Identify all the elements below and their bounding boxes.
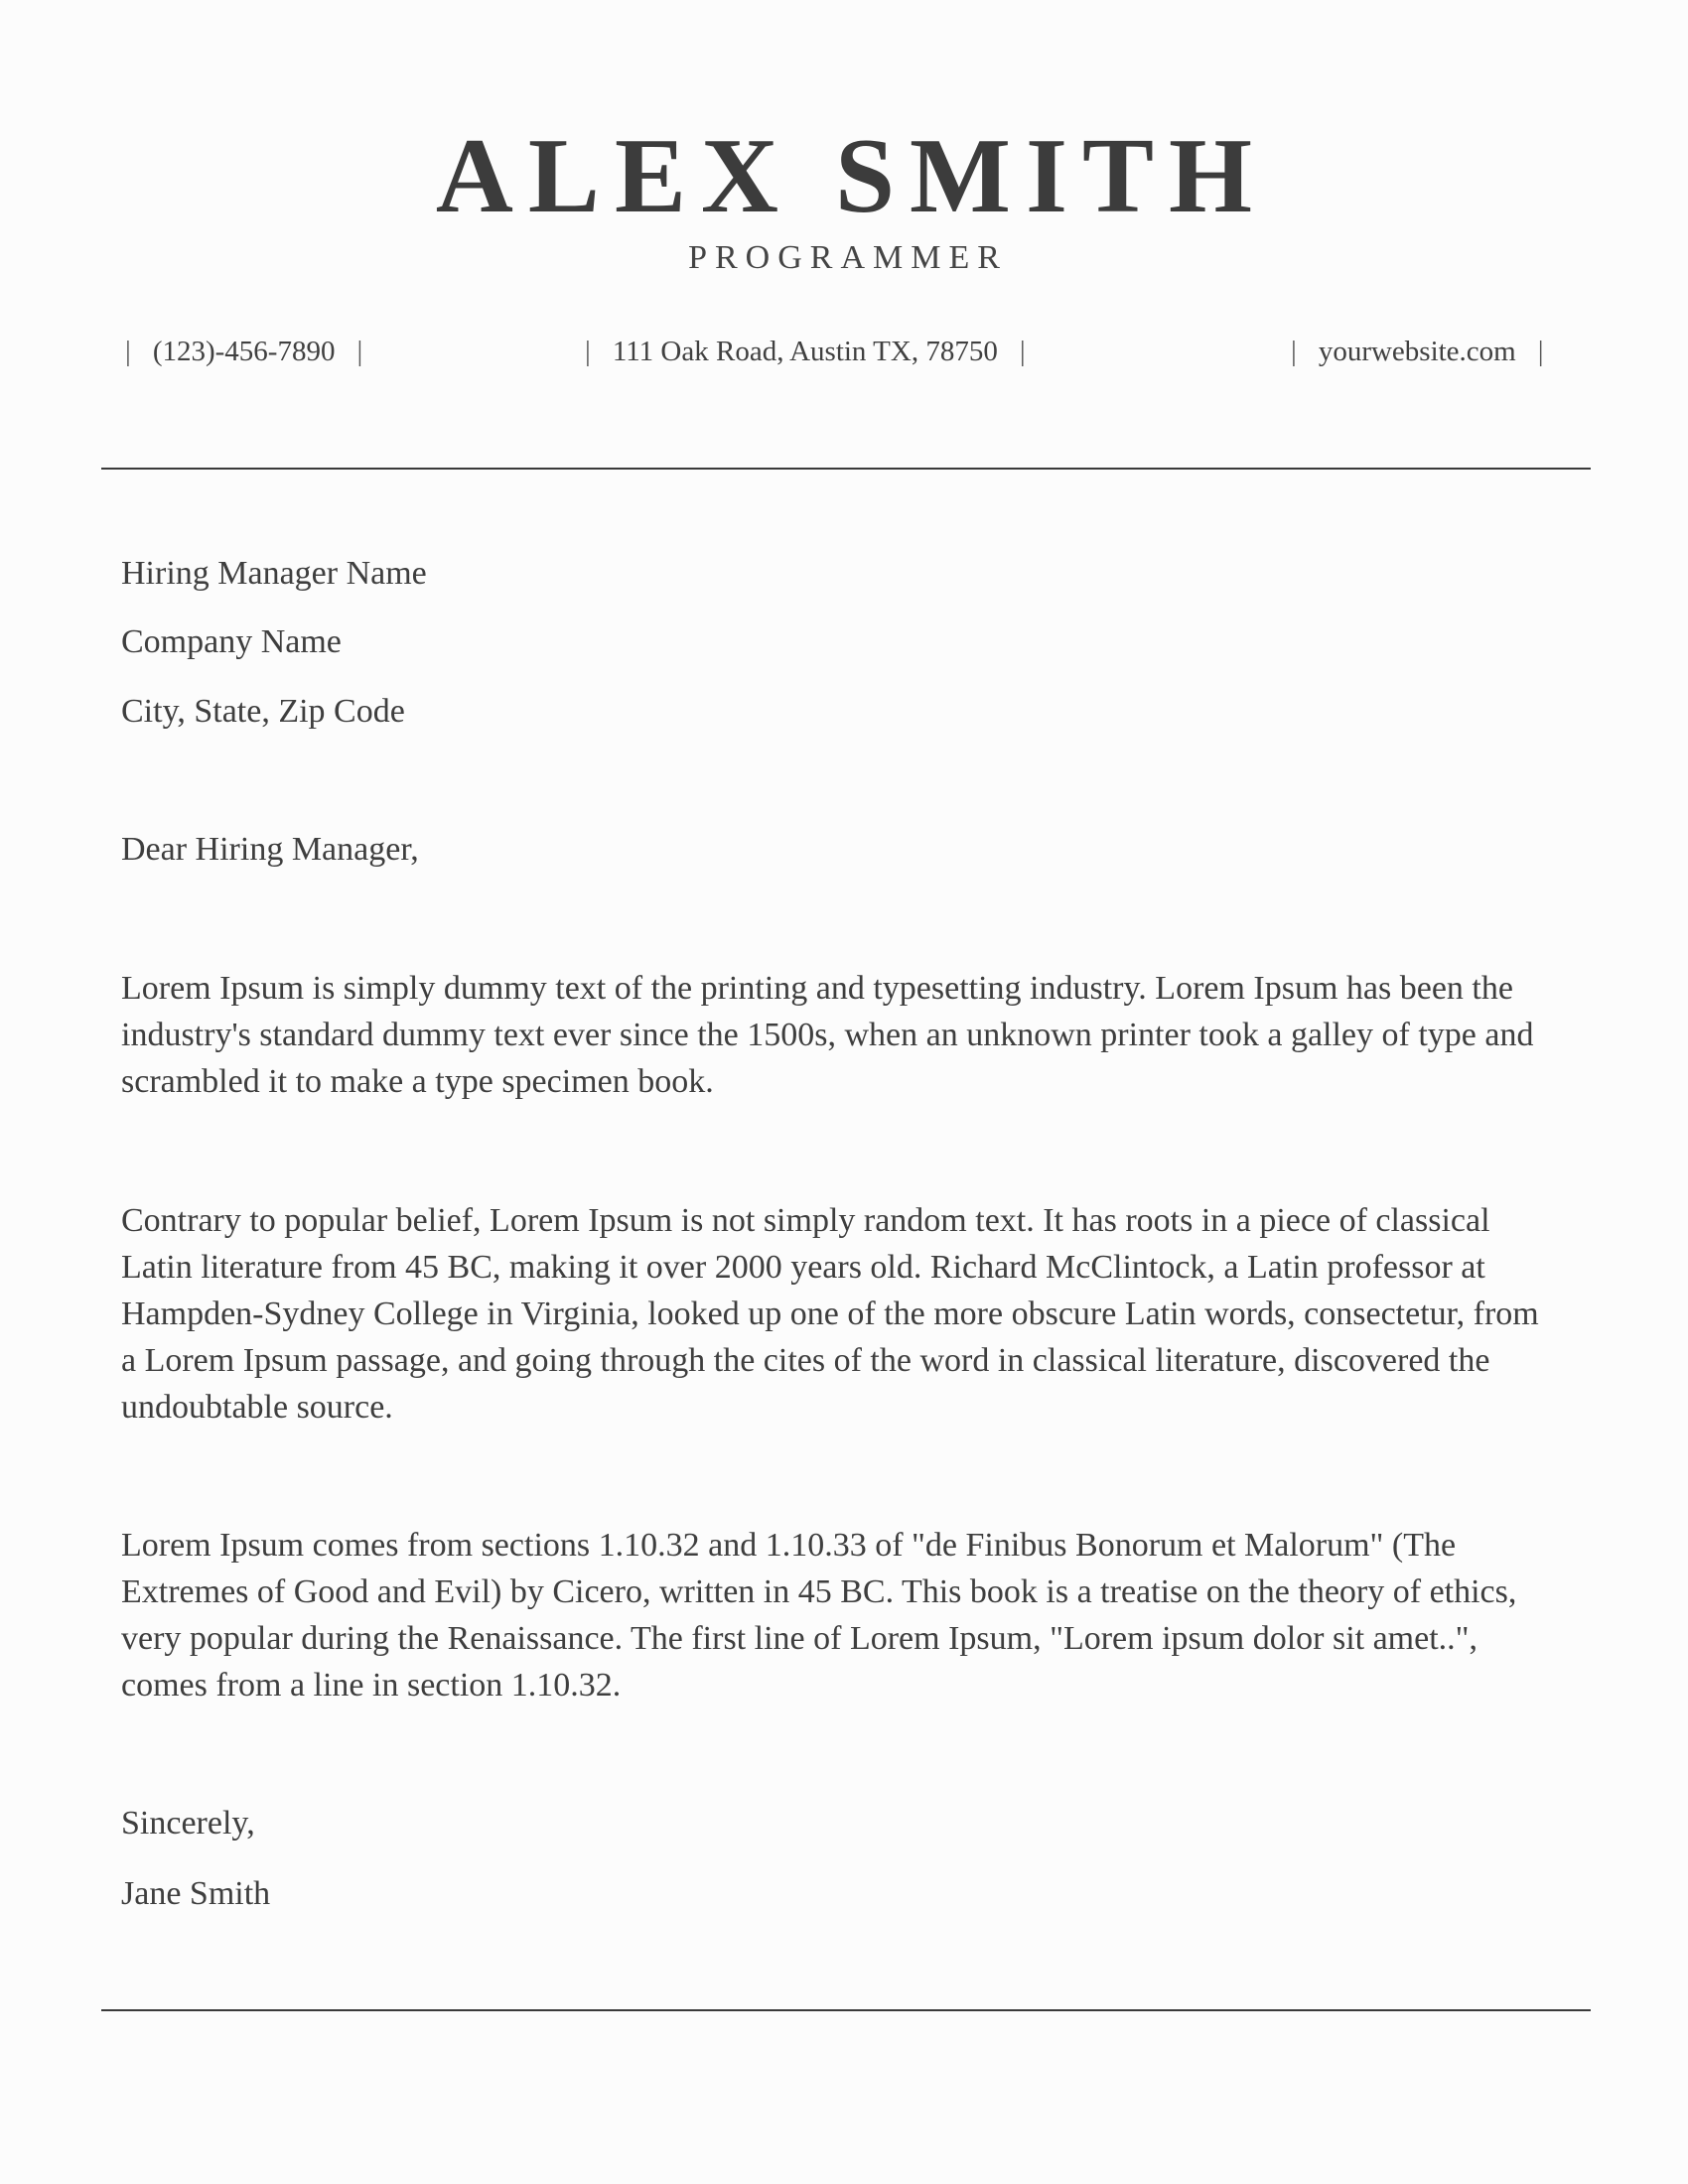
closing-valediction: Sincerely, [121, 1805, 255, 1842]
website-text: yourwebsite.com [1318, 336, 1516, 367]
contact-address [585, 334, 1026, 369]
body-paragraph-1: Lorem Ipsum is simply dummy text of the printing and typesetting industry. Lorem Ipsum has been the industry's standard dummy text ever since the 1500s, when an unknown printer took a galley of type and scrambled it to make a type specimen book. [121, 970, 1534, 1100]
recipient-location: City, State, Zip Code [121, 693, 405, 730]
body-paragraph-3: Lorem Ipsum comes from sections 1.10.32 and 1.10.33 of "de Finibus Bonorum et Malorum" (The Extremes of Good and Evil) by Cicero, written in 45 BC. This book is a treatise on the theory of ethics, very popular during the Renaissance. The first line of Lorem Ipsum, "Lorem ipsum dolor sit amet..", comes from a line in section 1.10.32. [121, 1527, 1517, 1704]
signature-name: Jane Smith [121, 1875, 271, 1912]
applicant-name: ALEX SMITH [435, 117, 1268, 235]
separator: | [1291, 336, 1297, 367]
separator: | [125, 336, 131, 367]
separator: | [585, 336, 591, 367]
body-paragraph-2: Contrary to popular belief, Lorem Ipsum is not simply random text. It has roots in a piece of classical Latin literature from 45 BC, making it over 2000 years old. Richard McClintock, a Latin professor at Hampden-Sydney College in Virginia, looked up one of the more obscure Latin words, consectetur, from a Lorem Ipsum passage, and going through the cites of the word in classical literature, discovered the undoubtable source. [121, 1202, 1539, 1426]
separator: | [1019, 336, 1026, 367]
header-divider [101, 468, 1591, 470]
recipient-name: Hiring Manager Name [121, 555, 427, 592]
contact-phone [125, 334, 362, 369]
phone-text: (123)-456-7890 [152, 336, 336, 367]
contact-website [1291, 334, 1544, 369]
separator: | [356, 336, 363, 367]
separator: | [1537, 336, 1544, 367]
recipient-company: Company Name [121, 623, 342, 660]
salutation: Dear Hiring Manager, [121, 831, 419, 868]
applicant-title: PROGRAMMER [688, 239, 1008, 276]
address-text: 111 Oak Road, Austin TX, 78750 [612, 336, 998, 367]
footer-divider [101, 2009, 1591, 2011]
